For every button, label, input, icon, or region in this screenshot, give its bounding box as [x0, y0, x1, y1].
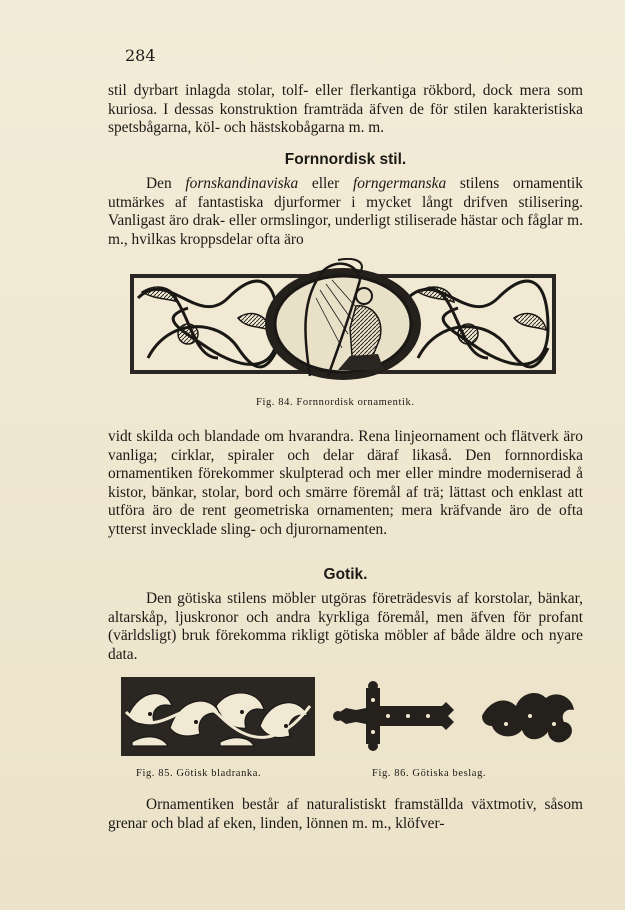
fig84-norse-ornament	[128, 258, 558, 392]
fig85-gothic-leaf-scroll	[120, 676, 316, 758]
heading-fornnordisk: Fornnordisk stil.	[284, 151, 407, 168]
para2-em-fornskandinaviska: fornskandinaviska	[185, 175, 299, 192]
para2-post: stilens ornamentik utmärkes af fantastiska djurformer i mycket långt drifven stilisering. Vanligast äro drak- eller ormslingor, underligt stiliserade hästar och fåglar m. m., hvilkas kroppsdelar ofta äro	[108, 175, 583, 248]
paragraph-4	[108, 590, 583, 664]
fig85-caption: Fig. 85. Götisk bladranka.	[136, 768, 262, 779]
paragraph-1-text: stil dyrbart inlagda stolar, tolf- eller flerkantiga rökbord, dock mera som kuriosa. I dessas konstruktion framträda äfven de för stilen karakteristiska spetsbågarna, köl- och hästskobågarna m. m.	[108, 82, 583, 137]
paragraph-3	[108, 428, 583, 540]
para2-pre: Den	[146, 175, 186, 192]
para2-em-forngermanska: forngermanska	[352, 175, 447, 192]
fig86-gothic-fittings	[330, 680, 578, 752]
fig84-caption: Fig. 84. Fornnordisk ornamentik.	[256, 397, 415, 408]
paragraph-5-text: Ornamentiken består af naturalistiskt framställda växtmotiv, såsom grenar och blad af eken, linden, lönnen m. m., klöfver-	[108, 796, 583, 832]
fig86-caption: Fig. 86. Götiska beslag.	[372, 768, 487, 779]
paragraph-3-text: vidt skilda och blandade om hvarandra. Rena linjeornament och flätverk äro vanliga; cirklar, spiraler och delar däraf likaså. Den fornnordiska ornamentiken förekommer skulpterad och mer eller mindre moderniserad å kistor, bänkar, stolar, bord och smärre föremål af trä; lättast och enklast att utföra äro de rent geometriska ornamenten; mera kräfvande äro de ofta ytterst invecklade sling- och djurornamenten.	[108, 428, 583, 538]
paragraph-4-text: Den götiska stilens möbler utgöras företrädesvis af korstolar, bänkar, altarskåp, ljuskronor och andra kyrkliga föremål, men äfven för profant (världsligt) bruk förekomma rikligt götiska möbler af både äldre och nyare data.	[108, 590, 583, 663]
para2-mid: eller	[298, 175, 353, 192]
paragraph-1	[108, 82, 583, 138]
page-number: 284	[125, 46, 156, 65]
paragraph-5	[108, 796, 583, 833]
paragraph-2	[108, 175, 583, 249]
heading-gotik: Gotik.	[323, 566, 368, 583]
